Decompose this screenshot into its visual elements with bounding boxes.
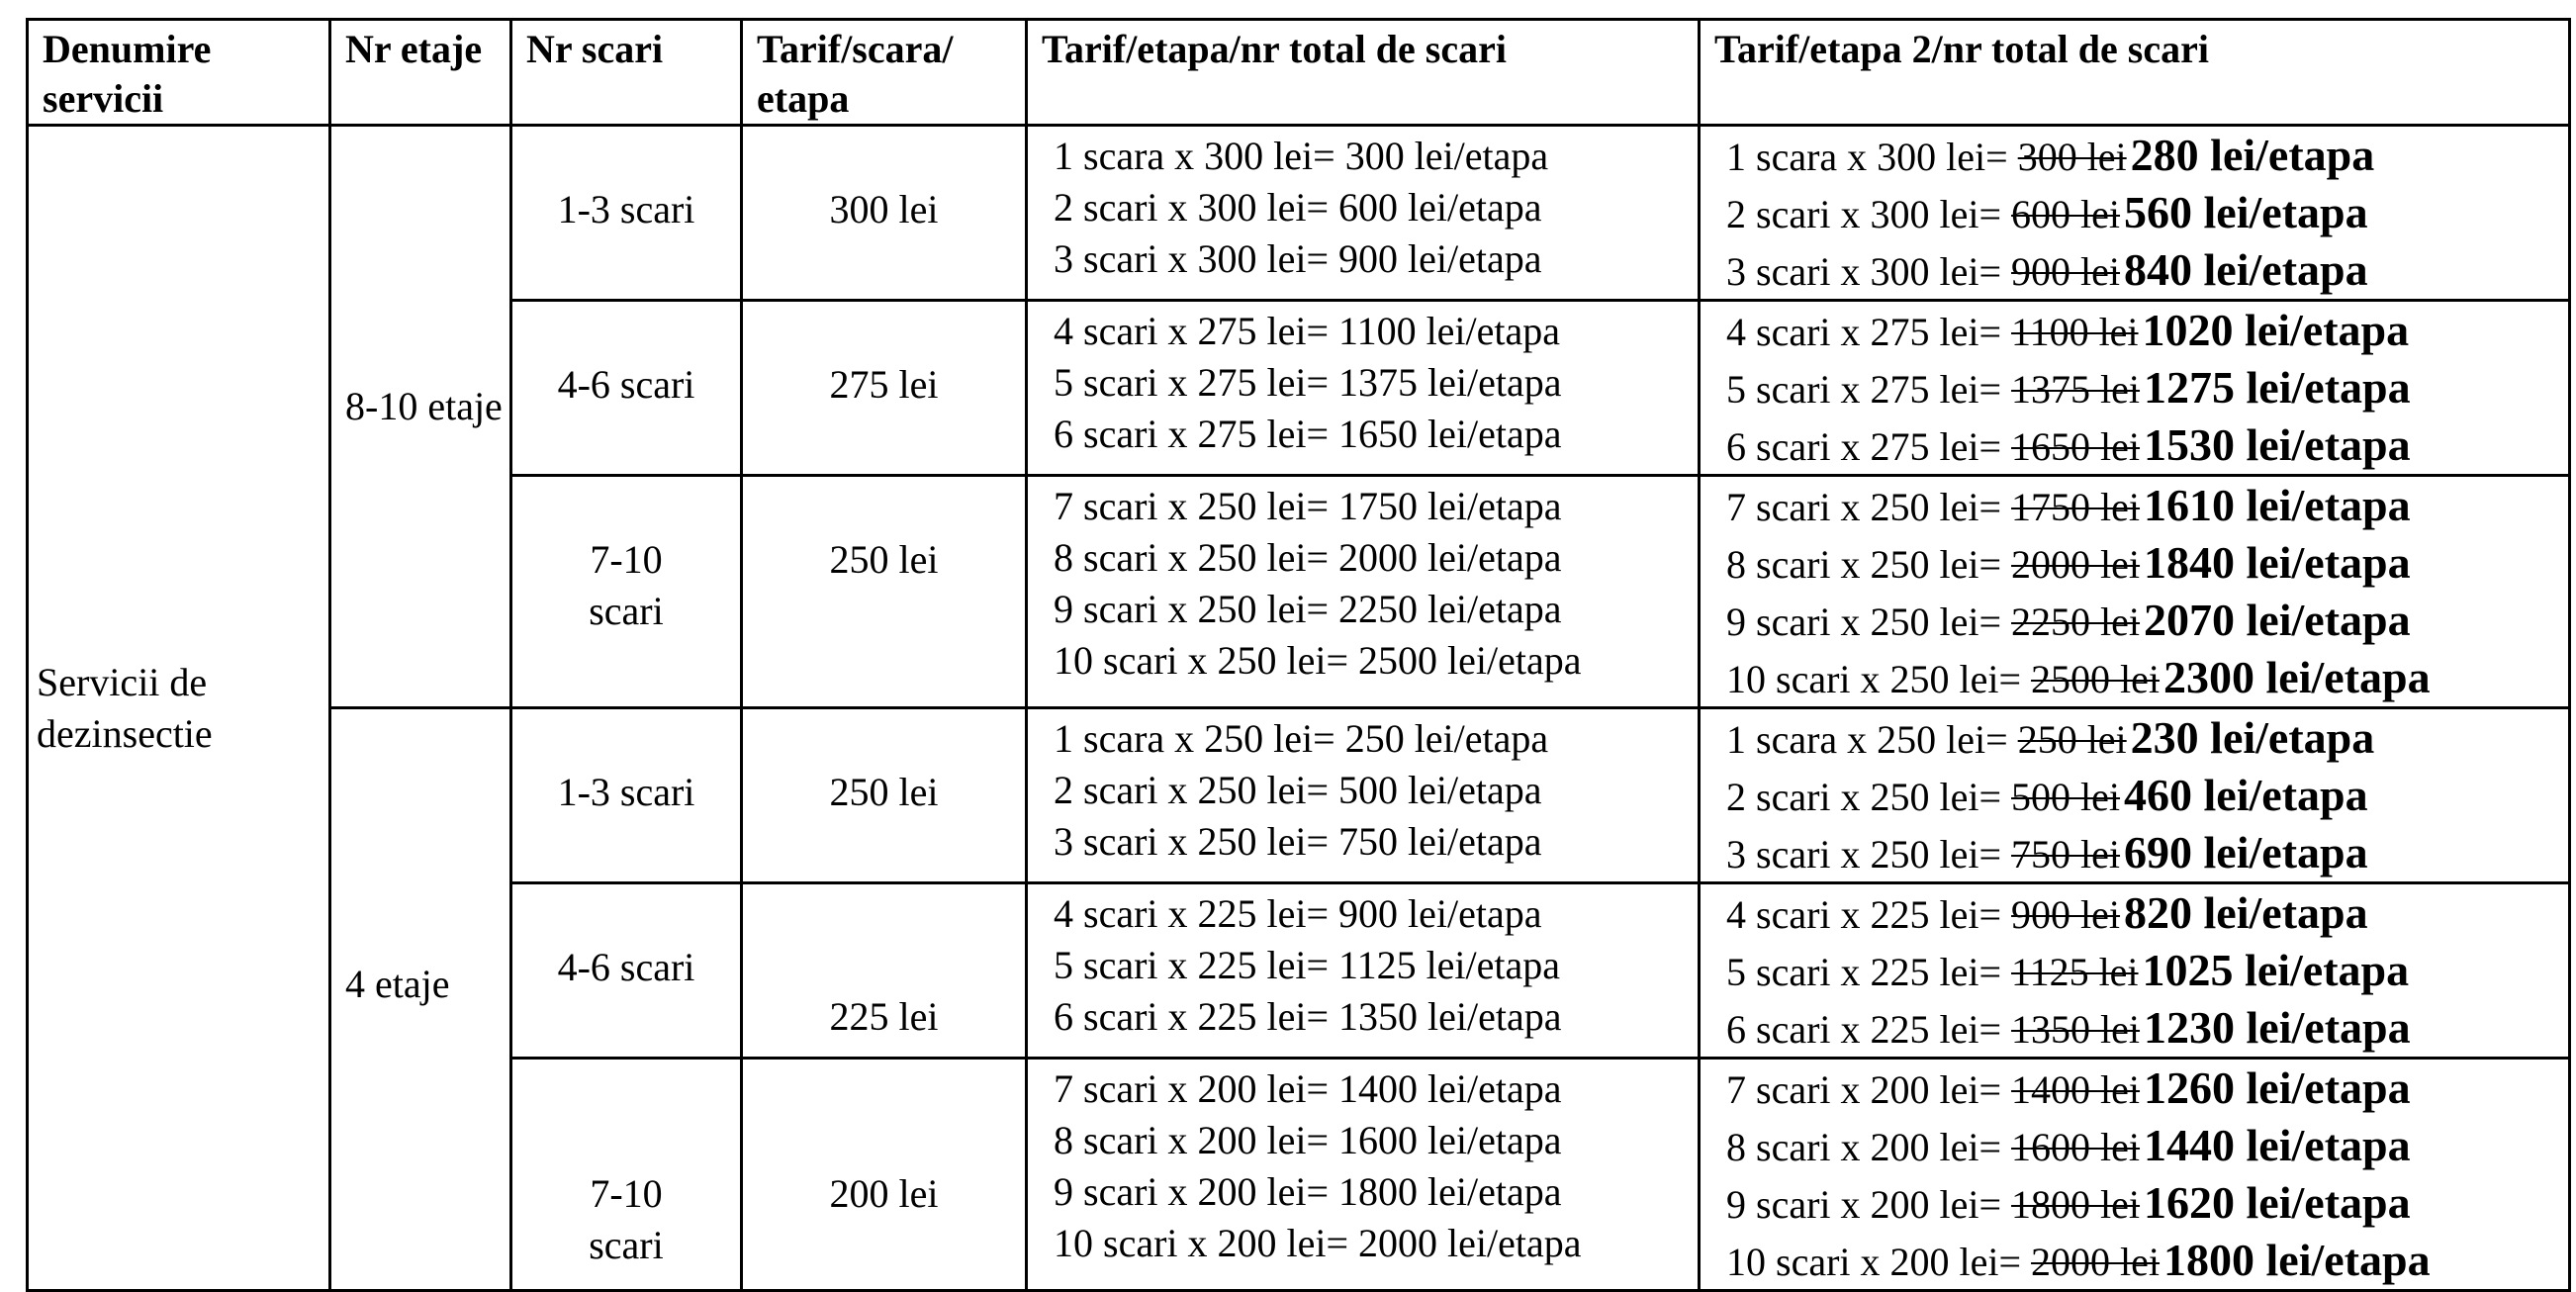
scari-cell	[511, 708, 742, 883]
discount-line	[1726, 241, 2568, 299]
service-name: Servicii de dezinsectie	[37, 659, 213, 756]
discount-prefix: 5 scari x 225 lei=	[1726, 950, 2012, 994]
new-price: 820 lei/etapa	[2124, 887, 2368, 938]
discount-prefix: 10 scari x 200 lei=	[1726, 1240, 2032, 1284]
discount-line	[1726, 824, 2568, 881]
new-price: 1530 lei/etapa	[2144, 419, 2411, 470]
discount-prefix: 8 scari x 250 lei=	[1726, 542, 2012, 587]
old-price: 2000 lei	[2011, 542, 2141, 587]
tarif-etapa-line: 2 scari x 250 lei= 500 lei/etapa	[1054, 768, 1542, 812]
etaje-cell	[330, 708, 511, 1291]
old-price: 900 lei	[2011, 249, 2121, 294]
tarif-value: 250 lei	[829, 770, 939, 814]
tarif-etapa-cell	[1027, 301, 1700, 476]
discount-prefix: 4 scari x 225 lei=	[1726, 892, 2012, 937]
scari-cell	[511, 1059, 742, 1291]
discount-prefix: 3 scari x 300 lei=	[1726, 249, 2012, 294]
discount-prefix: 1 scara x 300 lei=	[1726, 135, 2018, 179]
discount-line	[1726, 1174, 2568, 1232]
new-price: 1840 lei/etapa	[2144, 537, 2411, 588]
tarif-etapa2-cell	[1700, 126, 2570, 301]
tarif-value: 250 lei	[829, 537, 939, 582]
tarif-etapa-line: 7 scari x 250 lei= 1750 lei/etapa	[1054, 484, 1562, 528]
tarif-etapa-line: 3 scari x 250 lei= 750 lei/etapa	[1054, 819, 1542, 864]
tarif-cell	[742, 708, 1027, 883]
old-price: 250 lei	[2017, 717, 2127, 762]
new-price: 2300 lei/etapa	[2163, 652, 2431, 702]
discount-line	[1726, 884, 2568, 942]
old-price: 500 lei	[2011, 775, 2121, 819]
discount-line	[1726, 184, 2568, 241]
tarif-etapa-cell	[1027, 126, 1700, 301]
tarif-etapa-line: 5 scari x 275 lei= 1375 lei/etapa	[1054, 360, 1562, 405]
tarif-cell	[742, 1059, 1027, 1291]
discount-prefix: 5 scari x 275 lei=	[1726, 367, 2012, 412]
old-price: 300 lei	[2017, 135, 2127, 179]
etaje-cell	[330, 126, 511, 708]
tarif-etapa-cell	[1027, 476, 1700, 708]
old-price: 1650 lei	[2011, 424, 2141, 469]
scari-cell	[511, 126, 742, 301]
discount-prefix: 7 scari x 200 lei=	[1726, 1067, 2012, 1112]
tarif-etapa-line: 1 scara x 250 lei= 250 lei/etapa	[1054, 716, 1549, 761]
tarif-value: 300 lei	[829, 187, 939, 231]
discount-line	[1726, 416, 2568, 474]
scari-label: 1-3 scari	[557, 770, 695, 814]
discount-line	[1726, 477, 2568, 534]
new-price: 280 lei/etapa	[2130, 130, 2375, 180]
discount-line	[1726, 709, 2568, 767]
scari-cell	[511, 301, 742, 476]
price-table	[26, 18, 2571, 1292]
tarif-etapa-line: 4 scari x 275 lei= 1100 lei/etapa	[1054, 309, 1561, 353]
table-row	[28, 126, 2570, 301]
new-price: 560 lei/etapa	[2124, 187, 2368, 237]
old-price: 1350 lei	[2011, 1007, 2141, 1052]
tarif-etapa-line: 4 scari x 225 lei= 900 lei/etapa	[1054, 891, 1542, 936]
discount-line	[1726, 359, 2568, 416]
header-tarif-etapa-2: Tarif/etapa 2/nr total de scari	[1700, 20, 2570, 126]
discount-prefix: 10 scari x 250 lei=	[1726, 657, 2032, 701]
header-nr-scari: Nr scari	[511, 20, 742, 126]
tarif-cell	[742, 301, 1027, 476]
old-price: 1750 lei	[2011, 485, 2141, 529]
tarif-etapa2-cell	[1700, 301, 2570, 476]
tarif-etapa-cell	[1027, 1059, 1700, 1291]
new-price: 1275 lei/etapa	[2144, 362, 2411, 413]
tarif-etapa-line: 8 scari x 200 lei= 1600 lei/etapa	[1054, 1118, 1562, 1162]
discount-line	[1726, 127, 2568, 184]
discount-prefix: 7 scari x 250 lei=	[1726, 485, 2012, 529]
tarif-etapa-line: 5 scari x 225 lei= 1125 lei/etapa	[1054, 943, 1561, 987]
discount-prefix: 6 scari x 225 lei=	[1726, 1007, 2012, 1052]
old-price: 1375 lei	[2011, 367, 2141, 412]
header-row	[28, 20, 2570, 126]
header-tarif-scara: Tarif/scara/ etapa	[742, 20, 1027, 126]
tarif-cell	[742, 126, 1027, 301]
discount-line	[1726, 592, 2568, 649]
new-price: 1025 lei/etapa	[2142, 945, 2410, 995]
discount-line	[1726, 999, 2568, 1057]
discount-line	[1726, 942, 2568, 999]
tarif-etapa-cell	[1027, 883, 1700, 1059]
discount-line	[1726, 534, 2568, 592]
scari-cell	[511, 883, 742, 1059]
new-price: 2070 lei/etapa	[2144, 595, 2411, 645]
scari-label: 1-3 scari	[557, 187, 695, 231]
new-price: 1620 lei/etapa	[2144, 1177, 2411, 1228]
old-price: 600 lei	[2011, 192, 2121, 236]
new-price: 840 lei/etapa	[2124, 244, 2368, 295]
etaje-label: 4 etaje	[345, 962, 450, 1006]
service-cell	[28, 126, 330, 1291]
tarif-cell	[742, 883, 1027, 1059]
old-price: 1100 lei	[2011, 310, 2139, 354]
tarif-etapa2-cell	[1700, 708, 2570, 883]
new-price: 1800 lei/etapa	[2163, 1235, 2431, 1285]
tarif-etapa-line: 10 scari x 200 lei= 2000 lei/etapa	[1054, 1221, 1582, 1265]
new-price: 1610 lei/etapa	[2144, 480, 2411, 530]
tarif-etapa2-cell	[1700, 476, 2570, 708]
scari-label: 7-10 scari	[589, 1171, 664, 1267]
old-price: 2000 lei	[2031, 1240, 2161, 1284]
old-price: 750 lei	[2011, 832, 2121, 877]
discount-line	[1726, 1117, 2568, 1174]
tarif-etapa-line: 9 scari x 200 lei= 1800 lei/etapa	[1054, 1169, 1562, 1214]
discount-prefix: 8 scari x 200 lei=	[1726, 1125, 2012, 1169]
header-denumire: Denumire servicii	[28, 20, 330, 126]
old-price: 900 lei	[2011, 892, 2121, 937]
tarif-value: 200 lei	[829, 1171, 939, 1216]
scari-label: 4-6 scari	[557, 945, 695, 989]
tarif-etapa-line: 6 scari x 225 lei= 1350 lei/etapa	[1054, 994, 1562, 1039]
tarif-etapa-line: 9 scari x 250 lei= 2250 lei/etapa	[1054, 587, 1562, 631]
discount-line	[1726, 649, 2568, 706]
discount-prefix: 2 scari x 300 lei=	[1726, 192, 2012, 236]
discount-prefix: 2 scari x 250 lei=	[1726, 775, 2012, 819]
old-price: 1400 lei	[2011, 1067, 2141, 1112]
old-price: 2500 lei	[2031, 657, 2161, 701]
tarif-etapa2-cell	[1700, 1059, 2570, 1291]
old-price: 1600 lei	[2011, 1125, 2141, 1169]
scari-cell	[511, 476, 742, 708]
new-price: 230 lei/etapa	[2130, 712, 2375, 763]
discount-prefix: 1 scara x 250 lei=	[1726, 717, 2018, 762]
new-price: 1230 lei/etapa	[2144, 1002, 2411, 1053]
header-nr-etaje: Nr etaje	[330, 20, 511, 126]
tarif-etapa-line: 1 scara x 300 lei= 300 lei/etapa	[1054, 134, 1549, 178]
tarif-value: 275 lei	[829, 362, 939, 407]
tarif-etapa-line: 6 scari x 275 lei= 1650 lei/etapa	[1054, 412, 1562, 456]
new-price: 1020 lei/etapa	[2142, 305, 2410, 355]
discount-prefix: 6 scari x 275 lei=	[1726, 424, 2012, 469]
scari-label: 7-10 scari	[589, 537, 664, 633]
new-price: 1440 lei/etapa	[2144, 1120, 2411, 1170]
header-tarif-etapa: Tarif/etapa/nr total de scari	[1027, 20, 1700, 126]
tarif-etapa-line: 10 scari x 250 lei= 2500 lei/etapa	[1054, 638, 1582, 683]
tarif-etapa-line: 7 scari x 200 lei= 1400 lei/etapa	[1054, 1066, 1562, 1111]
tarif-cell	[742, 476, 1027, 708]
tarif-etapa-cell	[1027, 708, 1700, 883]
new-price: 1260 lei/etapa	[2144, 1062, 2411, 1113]
discount-line	[1726, 767, 2568, 824]
old-price: 2250 lei	[2011, 600, 2141, 644]
discount-prefix: 3 scari x 250 lei=	[1726, 832, 2012, 877]
new-price: 460 lei/etapa	[2124, 770, 2368, 820]
tarif-etapa-line: 8 scari x 250 lei= 2000 lei/etapa	[1054, 535, 1562, 580]
scari-label: 4-6 scari	[557, 362, 695, 407]
discount-prefix: 9 scari x 200 lei=	[1726, 1182, 2012, 1227]
new-price: 690 lei/etapa	[2124, 827, 2368, 877]
tarif-etapa-line: 2 scari x 300 lei= 600 lei/etapa	[1054, 185, 1542, 230]
old-price: 1800 lei	[2011, 1182, 2141, 1227]
tarif-etapa-line: 3 scari x 300 lei= 900 lei/etapa	[1054, 236, 1542, 281]
discount-line	[1726, 302, 2568, 359]
tarif-etapa2-cell	[1700, 883, 2570, 1059]
tarif-value: 225 lei	[829, 994, 939, 1039]
table-row	[28, 708, 2570, 883]
discount-prefix: 9 scari x 250 lei=	[1726, 600, 2012, 644]
etaje-label: 8-10 etaje	[345, 384, 503, 428]
discount-line	[1726, 1060, 2568, 1117]
old-price: 1125 lei	[2011, 950, 2139, 994]
discount-line	[1726, 1232, 2568, 1289]
discount-prefix: 4 scari x 275 lei=	[1726, 310, 2012, 354]
